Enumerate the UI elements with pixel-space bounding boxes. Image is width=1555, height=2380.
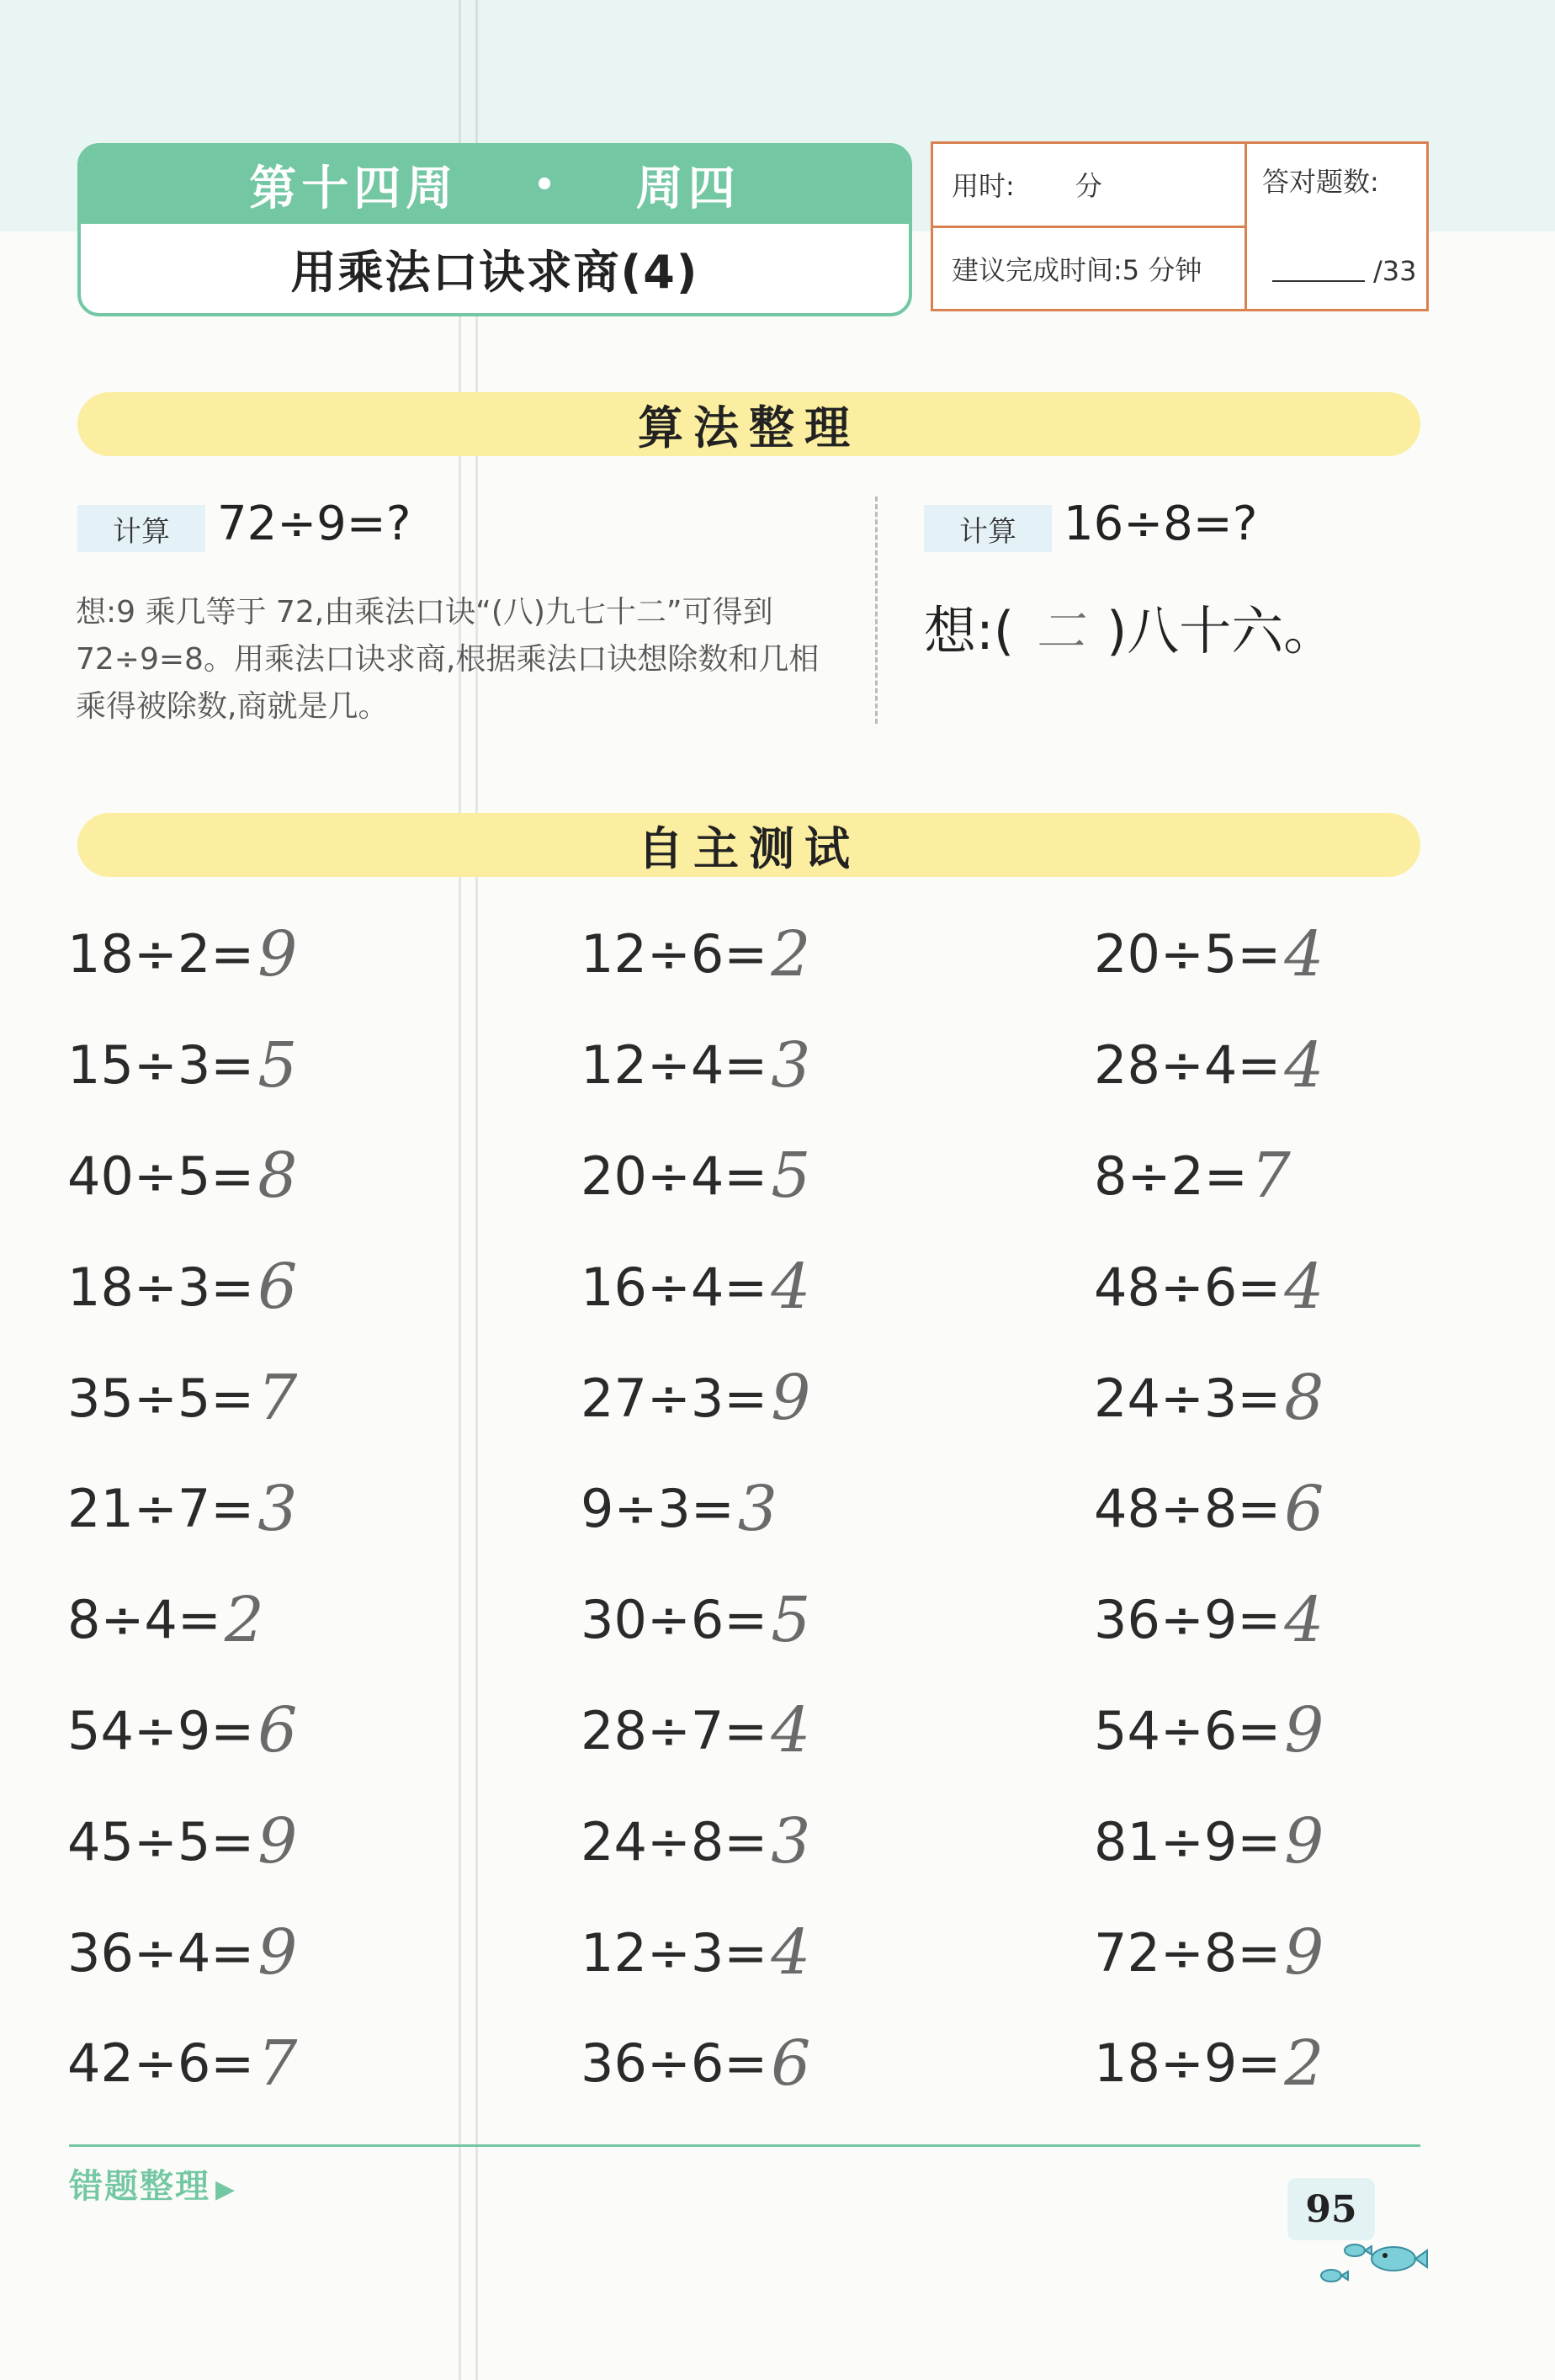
problem-item — [1094, 1010, 1447, 1121]
problem-answer[interactable]: 5 — [771, 1140, 811, 1213]
calc-tag-left: 计算 — [77, 505, 205, 552]
time-unit: 分 — [1075, 170, 1102, 203]
week-day-bar — [81, 146, 909, 224]
problem-answer[interactable]: 4 — [1284, 1251, 1324, 1324]
problem-answer[interactable]: 3 — [771, 1028, 811, 1102]
problem-expression: 35÷5= — [67, 1367, 255, 1429]
problem-item — [581, 1897, 1094, 2008]
problem-answer[interactable]: 3 — [257, 1472, 298, 1545]
problem-expression: 21÷7= — [67, 1478, 255, 1540]
problem-expression: 18÷2= — [67, 923, 255, 985]
problem-expression: 24÷3= — [1094, 1367, 1282, 1429]
mistakes-review-label — [69, 2160, 236, 2207]
problem-expression: 12÷4= — [581, 1034, 768, 1097]
correct-count-total: /33 — [1373, 255, 1417, 287]
correct-count-blank[interactable] — [1272, 255, 1365, 282]
problem-answer[interactable]: 9 — [1284, 1694, 1324, 1767]
time-used-row — [933, 144, 1245, 226]
problem-item — [1094, 1231, 1447, 1342]
example-expression-left: 72÷9=? — [217, 497, 411, 551]
problem-answer[interactable]: 9 — [257, 1805, 298, 1878]
problem-answer[interactable]: 4 — [771, 1916, 811, 1990]
info-box — [931, 141, 1429, 311]
problem-answer[interactable]: 8 — [1284, 1362, 1324, 1435]
problem-answer[interactable]: 9 — [1284, 1805, 1324, 1878]
problem-item — [67, 1121, 581, 1232]
problem-item — [67, 899, 581, 1010]
problem-expression: 48÷8= — [1094, 1478, 1282, 1540]
problem-expression: 12÷3= — [581, 1921, 768, 1984]
lesson-title: 用乘法口诀求商(4) — [290, 245, 699, 299]
problem-answer[interactable]: 4 — [771, 1694, 811, 1767]
problem-item — [67, 1565, 581, 1676]
problem-expression: 28÷4= — [1094, 1034, 1282, 1097]
problem-expression: 54÷6= — [1094, 1699, 1282, 1761]
dashed-divider — [875, 497, 878, 724]
problem-answer[interactable]: 4 — [1284, 1583, 1324, 1656]
algorithm-explanation: 想:9 乘几等于 72,由乘法口诀“(八)九七十二”可得到 72÷9=8。用乘法口诀求商,根据乘法口诀想除数和几相乘得被除数,商就是几。 — [76, 595, 820, 724]
problem-answer[interactable]: 2 — [224, 1583, 264, 1656]
play-arrow-icon: ▶ — [215, 2175, 237, 2204]
fish-icon — [1304, 2229, 1430, 2296]
problem-item — [67, 1453, 581, 1565]
problem-expression: 30÷6= — [581, 1589, 768, 1651]
problem-item — [581, 1565, 1094, 1676]
correct-count-label: 答对题数: — [1262, 166, 1379, 198]
problem-expression: 24÷8= — [581, 1810, 768, 1873]
problem-expression: 36÷4= — [67, 1921, 255, 1984]
problem-answer[interactable]: 6 — [771, 2027, 811, 2100]
problem-expression: 18÷9= — [1094, 2032, 1282, 2095]
problem-expression: 81÷9= — [1094, 1810, 1282, 1873]
problem-expression: 45÷5= — [67, 1810, 255, 1873]
problem-expression: 15÷3= — [67, 1034, 255, 1097]
problem-answer[interactable]: 9 — [771, 1362, 811, 1435]
problem-item — [67, 1897, 581, 2008]
problem-expression: 8÷4= — [67, 1589, 221, 1651]
problem-answer[interactable]: 9 — [1284, 1916, 1324, 1990]
problem-answer[interactable]: 7 — [257, 2027, 298, 2100]
problem-item — [67, 1786, 581, 1897]
problem-expression: 42÷6= — [67, 2032, 255, 2095]
problem-expression: 8÷2= — [1094, 1145, 1248, 1207]
problem-item — [67, 2008, 581, 2119]
problem-answer[interactable]: 2 — [771, 917, 811, 991]
problem-answer[interactable]: 7 — [1250, 1140, 1291, 1213]
day-label: 周四 — [635, 162, 740, 216]
problem-expression: 40÷5= — [67, 1145, 255, 1207]
think-prefix: 想:( — [924, 600, 1015, 661]
problem-expression: 36÷9= — [1094, 1589, 1282, 1651]
think-answer[interactable]: 二 — [1036, 602, 1085, 660]
problem-expression: 20÷4= — [581, 1145, 768, 1207]
problem-item — [67, 1342, 581, 1453]
problem-item — [1094, 1342, 1447, 1453]
week-label: 第十四周 — [249, 162, 459, 216]
problem-answer[interactable]: 6 — [1284, 1472, 1324, 1545]
problem-item — [1094, 899, 1447, 1010]
problem-item — [581, 1231, 1094, 1342]
problem-expression: 72÷8= — [1094, 1921, 1282, 1984]
problem-answer[interactable]: 2 — [1284, 2027, 1324, 2100]
problem-answer[interactable]: 9 — [257, 917, 298, 991]
problem-answer[interactable]: 3 — [771, 1805, 811, 1878]
problem-expression: 27÷3= — [581, 1367, 768, 1429]
problem-item — [581, 1676, 1094, 1787]
time-used-label: 用时: — [952, 170, 1015, 203]
mistakes-review-text: 错题整理 — [69, 2167, 210, 2206]
problem-item — [1094, 1676, 1447, 1787]
think-prompt — [924, 589, 1335, 664]
problem-item — [67, 1231, 581, 1342]
problem-expression: 9÷3= — [581, 1478, 735, 1540]
suggested-time: 建议完成时间:5 分钟 — [933, 226, 1245, 310]
problem-expression: 18÷3= — [67, 1256, 255, 1318]
problem-answer[interactable]: 5 — [771, 1583, 811, 1656]
lesson-header — [77, 143, 912, 316]
problem-expression: 54÷9= — [67, 1699, 255, 1761]
problem-item — [67, 1010, 581, 1121]
problem-answer[interactable]: 4 — [1284, 917, 1324, 991]
problem-expression: 16÷4= — [581, 1256, 768, 1318]
problem-item — [581, 1453, 1094, 1565]
problem-item — [1094, 1786, 1447, 1897]
problem-item — [581, 1786, 1094, 1897]
test-section-title: 自主测试 — [77, 813, 1420, 877]
problem-grid — [67, 899, 1447, 2119]
problem-answer[interactable]: 4 — [771, 1251, 811, 1324]
problem-answer[interactable]: 8 — [257, 1140, 298, 1213]
problem-item — [1094, 1453, 1447, 1565]
problem-item — [581, 1010, 1094, 1121]
think-suffix: )八十六。 — [1107, 600, 1336, 661]
problem-item — [1094, 1565, 1447, 1676]
calc-tag-right: 计算 — [924, 505, 1052, 552]
problem-answer[interactable]: 9 — [257, 1916, 298, 1990]
problem-expression: 12÷6= — [581, 923, 768, 985]
problem-answer[interactable]: 6 — [257, 1694, 298, 1767]
page-number: 95 — [1287, 2178, 1375, 2240]
problem-answer[interactable]: 3 — [737, 1472, 778, 1545]
problem-answer[interactable]: 4 — [1284, 1028, 1324, 1102]
problem-answer[interactable]: 6 — [257, 1251, 298, 1324]
correct-count-cell — [1247, 144, 1426, 309]
problem-item — [1094, 1897, 1447, 2008]
problem-expression: 28÷7= — [581, 1699, 768, 1761]
problem-item — [581, 1121, 1094, 1232]
problem-expression: 48÷6= — [1094, 1256, 1282, 1318]
problem-item — [581, 1342, 1094, 1453]
example-expression-right: 16÷8=? — [1064, 497, 1258, 551]
problem-answer[interactable]: 7 — [257, 1362, 298, 1435]
algorithm-section-title: 算法整理 — [77, 392, 1420, 456]
separator-dot: • — [533, 166, 560, 205]
problem-item — [581, 2008, 1094, 2119]
info-left — [933, 144, 1247, 309]
problem-expression: 36÷6= — [581, 2032, 768, 2095]
problem-expression: 20÷5= — [1094, 923, 1282, 985]
problem-item — [1094, 1121, 1447, 1232]
problem-answer[interactable]: 5 — [257, 1028, 298, 1102]
problem-item — [1094, 2008, 1447, 2119]
problem-item — [581, 899, 1094, 1010]
problem-item — [67, 1676, 581, 1787]
footer-divider — [69, 2144, 1420, 2147]
